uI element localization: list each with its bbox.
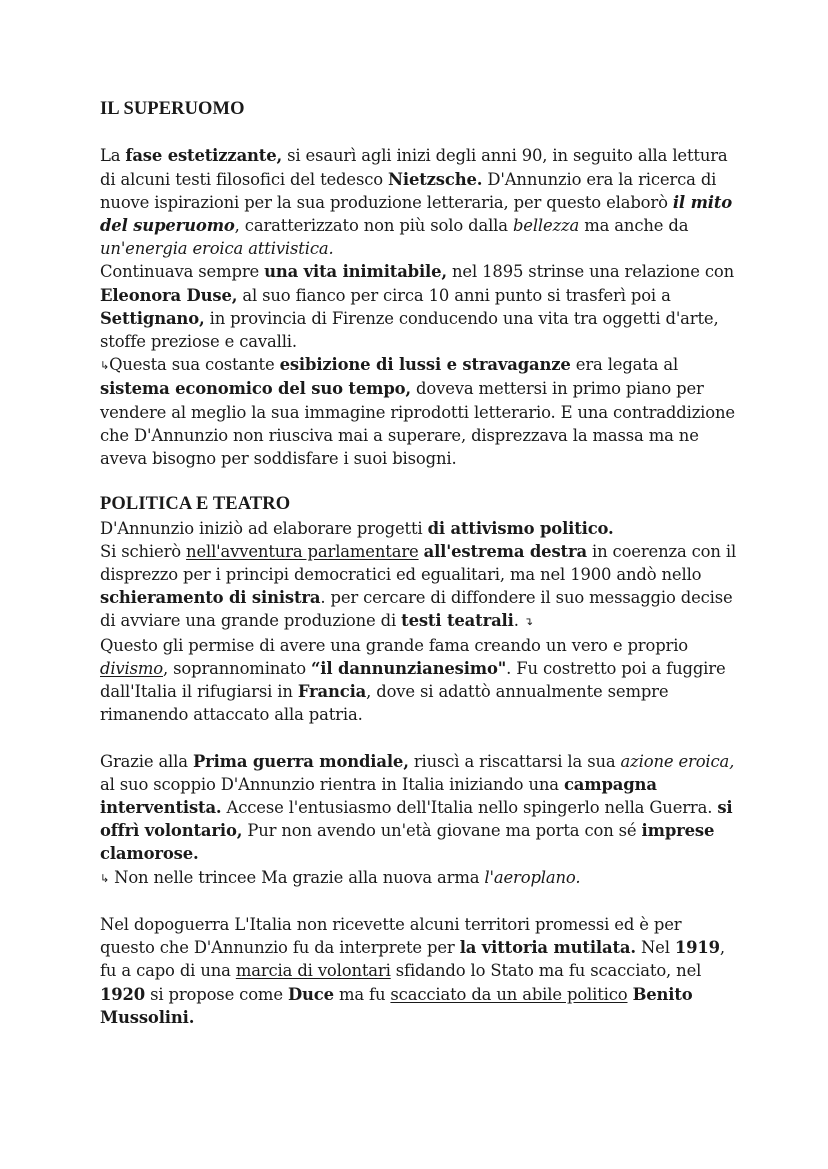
bold-text: una vita inimitabile, <box>264 262 447 282</box>
bold-text: imprese clamorose. <box>100 821 715 864</box>
text: . per cercare di diffondere il suo messaggio decise di avviare una grande produzione di <box>100 588 733 631</box>
bold-text: 1919 <box>674 938 720 958</box>
bold-text: si offrì volontario, <box>100 798 733 841</box>
text: Grazie alla <box>100 751 193 771</box>
paragraph-esibizione-lussi <box>100 353 740 470</box>
paragraph-vita-inimitabile <box>100 260 740 353</box>
bold-text: la vittoria mutilata. <box>459 938 636 958</box>
arrow-down-icon: ↴ <box>523 615 533 629</box>
text: ma fu <box>333 984 391 1004</box>
paragraph-prima-guerra <box>100 750 740 866</box>
text: doveva mettersi in primo piano per vendere al meglio la sua immagine riprodotti letterario. E una contraddizione che D'Annunzio non riusciva mai a superare, disprezzava la massa ma ne aveva bisogno per soddisfare i suoi bisogni. <box>100 379 735 469</box>
paragraph-fase-estetizzante <box>100 144 740 260</box>
bold-text: di attivismo politico. <box>427 518 614 538</box>
text: Nel <box>635 938 675 958</box>
text: si esaurì agli inizi degli anni 90, in seguito alla lettura di alcuni testi filosofici del tedesco <box>100 146 728 189</box>
italic-text: azione eroica, <box>620 751 735 771</box>
bold-text: campagna interventista. <box>100 774 657 818</box>
text: Questo gli permise di avere una grande fama creando un vero e proprio <box>100 635 689 655</box>
text: Nel dopoguerra L'Italia non ricevette alcuni territori promessi ed è per questo che D'Annunzio fu da interprete per <box>100 915 682 958</box>
document-page <box>100 98 740 1029</box>
text: , dove si adattò annualmente sempre rimanendo attaccato alla patria. <box>100 682 669 725</box>
text: Pur non avendo un'età giovane ma porta con sé <box>242 821 642 841</box>
text: . <box>513 611 524 631</box>
text: era legata al <box>570 355 679 375</box>
text: in provincia di Firenze conducendo una vita tra oggetti d'arte, stoffe preziose e cavalli. <box>100 308 719 352</box>
text: nel 1895 strinse una relazione con <box>446 262 734 282</box>
italic-underlined-text: divismo <box>100 658 164 678</box>
text: La <box>100 146 126 166</box>
text: , fu a capo di una <box>100 938 725 981</box>
spacer <box>100 726 740 749</box>
text: D'Annunzio iniziò ad elaborare progetti <box>100 518 428 538</box>
italic-text: bellezza <box>512 216 580 235</box>
bold-text: Duce <box>287 984 334 1004</box>
bold-text: 1920 <box>100 984 146 1004</box>
text: al suo fianco per circa 10 anni punto si trasferì poi a <box>237 285 671 305</box>
text: Questa sua costante <box>109 355 280 375</box>
underlined-text: scacciato da un abile politico <box>390 984 628 1004</box>
paragraph-attivismo-politico <box>100 517 740 634</box>
underlined-text: nell'avventura parlamentare <box>186 541 419 561</box>
bold-text: Francia <box>297 682 367 702</box>
bold-text: all'estrema destra <box>423 541 587 561</box>
spacer <box>100 890 740 913</box>
arrow-icon: ↳ <box>100 359 110 373</box>
paragraph-dopoguerra <box>100 913 740 1029</box>
text: riuscì a riscattarsi la sua <box>408 751 621 771</box>
italic-text: un'energia eroica attivistica. <box>100 239 334 259</box>
bold-text: schieramento di sinistra <box>100 588 321 608</box>
bold-text: “il dannunzianesimo" <box>311 658 507 678</box>
italic-text: l'aeroplano. <box>484 867 581 887</box>
paragraph-aeroplano <box>100 866 740 890</box>
bold-text: Nietzsche. <box>388 169 483 189</box>
text: D'Annunzio era la ricerca di nuove ispirazioni per la sua produzione letteraria, per questo elaborò <box>100 169 717 212</box>
text: Si schierò <box>100 541 187 561</box>
spacer <box>100 470 740 493</box>
bold-text: Benito Mussolini. <box>100 984 693 1027</box>
underlined-text: marcia di volontari <box>235 961 391 981</box>
text: , soprannominato <box>163 658 312 678</box>
bold-text: Settignano, <box>100 308 205 328</box>
text: . Fu costretto poi a fuggire dall'Italia il rifugiarsi in <box>100 658 726 702</box>
arrow-icon: ↳ <box>100 871 110 885</box>
text: in coerenza con il disprezzo per i principi democratici ed egualitari, ma nel 1900 andò nello <box>100 541 737 585</box>
bold-italic-text: il mito del superuomo <box>100 192 733 235</box>
section-title-superuomo: IL SUPERUOMO <box>100 99 245 119</box>
spacer <box>100 121 740 144</box>
text: sfidando lo Stato ma fu scacciato, nel <box>390 961 702 981</box>
bold-text: fase estetizzante, <box>125 146 283 166</box>
bold-text: testi teatrali <box>401 611 514 631</box>
bold-text: Eleonora Duse, <box>100 285 238 305</box>
bold-text: Prima guerra mondiale, <box>192 751 409 771</box>
bold-text: sistema economico del suo tempo, <box>100 379 411 399</box>
text: , caratterizzato non più solo dalla <box>234 216 513 235</box>
text: al suo scoppio D'Annunzio rientra in Italia iniziando una <box>100 774 564 794</box>
text: Continuava sempre <box>100 262 265 282</box>
section-title-politica: POLITICA E TEATRO <box>100 494 291 515</box>
text: ma anche da <box>579 216 689 235</box>
text: Accese l'entusiasmo dell'Italia nello spingerlo nella Guerra. <box>221 798 718 818</box>
text: si propose come <box>145 984 288 1004</box>
text: Non nelle trincee Ma grazie alla nuova arma <box>109 867 485 887</box>
paragraph-divismo <box>100 634 740 727</box>
bold-text: esibizione di lussi e stravaganze <box>279 355 571 375</box>
